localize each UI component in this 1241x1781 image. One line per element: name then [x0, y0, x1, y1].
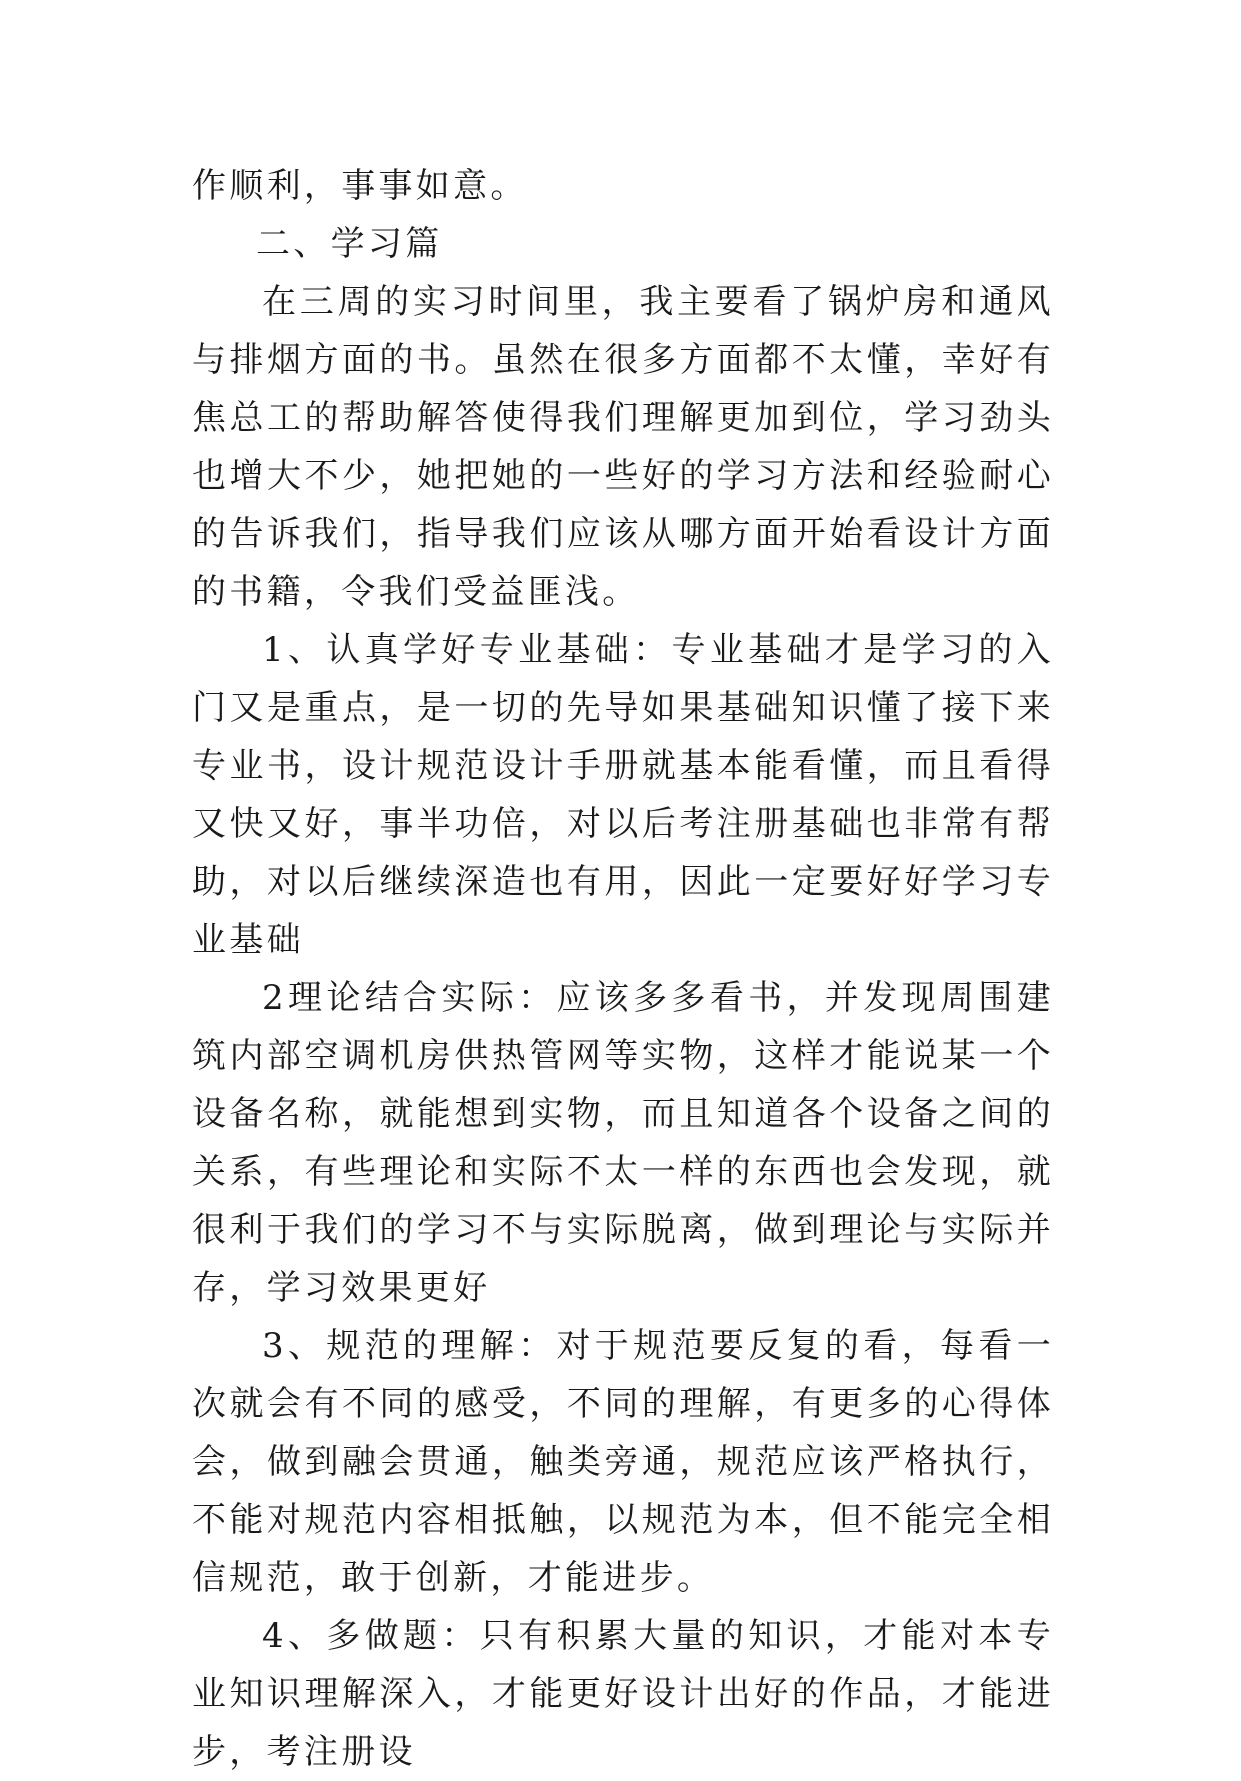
paragraph-point-3: 3、规范的理解：对于规范要反复的看，每看一次就会有不同的感受，不同的理解，有更多的心得体会，做到融会贯通，触类旁通，规范应该严格执行，不能对规范内容相抵触，以规范为本，但不能完全相信规范，敢于创新，才能进步。: [192, 1326, 1054, 1598]
paragraph-continuation: 作顺利，事事如意。: [192, 166, 528, 206]
paragraph-point-2: 2理论结合实际：应该多多看书，并发现周围建筑内部空调机房供热管网等实物，这样才能说某一个设备名称，就能想到实物，而且知道各个设备之间的关系，有些理论和实际不太一样的东西也会发现，就很利于我们的学习不与实际脱离，做到理论与实际并存，学习效果更好: [192, 978, 1054, 1308]
paragraph-intro: 在三周的实习时间里，我主要看了锅炉房和通风与排烟方面的书。虽然在很多方面都不太懂，幸好有焦总工的帮助解答使得我们理解更加到位，学习劲头也增大不少，她把她的一些好的学习方法和经验耐心的告诉我们，指导我们应该从哪方面开始看设计方面的书籍，令我们受益匪浅。: [192, 282, 1054, 612]
document-body: [192, 157, 1054, 1781]
section-heading-study: 二、学习篇: [256, 224, 443, 264]
paragraph-point-4: 4、多做题：只有积累大量的知识，才能对本专业知识理解深入，才能更好设计出好的作品，才能进步，考注册设: [192, 1616, 1054, 1772]
paragraph-point-1: 1、认真学好专业基础：专业基础才是学习的入门又是重点，是一切的先导如果基础知识懂了接下来专业书，设计规范设计手册就基本能看懂，而且看得又快又好，事半功倍，对以后考注册基础也非常有帮助，对以后继续深造也有用，因此一定要好好学习专业基础: [192, 630, 1054, 960]
